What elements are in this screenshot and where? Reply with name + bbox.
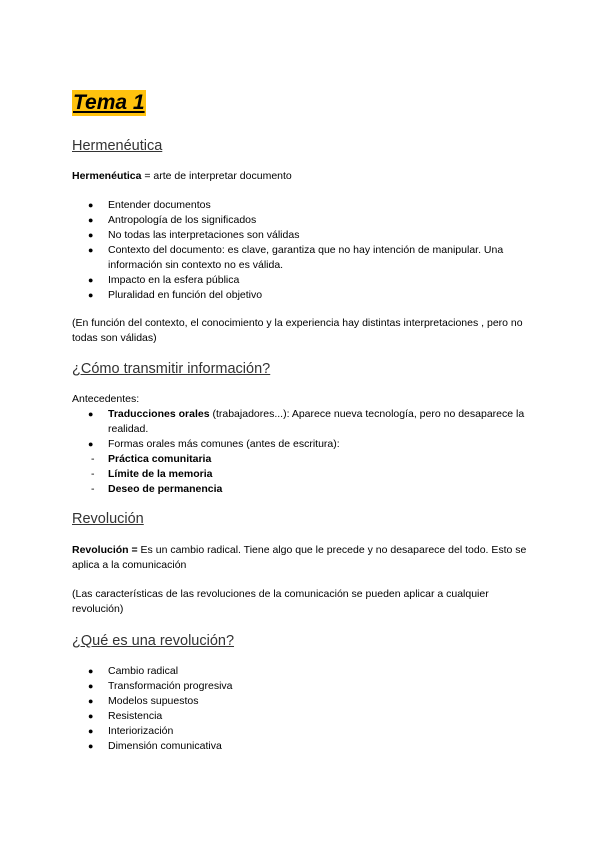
bullet-icon: ● <box>88 230 94 240</box>
list-item: ● Resistencia <box>88 710 163 722</box>
bullet-icon: ● <box>88 696 94 706</box>
heading-transmitir: ¿Cómo transmitir información? <box>72 361 271 377</box>
list-item: ● Pluralidad en función del objetivo <box>88 289 263 301</box>
bullet-icon: ● <box>88 741 94 751</box>
antecedentes-label: Antecedentes: <box>72 393 140 405</box>
bullet-icon: ● <box>88 711 94 721</box>
bullet-icon: ● <box>88 215 94 225</box>
note-hermeneutica: (En función del contexto, el conocimiento y la experiencia hay distintas interpretaciones , pero no todas son válidas) <box>72 317 523 344</box>
list-item: ● Cambio radical <box>88 665 179 677</box>
definition-text: Es un cambio radical. Tiene algo que le precede y no desaparece del todo. Esto se aplica a la comunicación <box>72 544 527 571</box>
bullet-icon: ● <box>88 681 94 691</box>
note-revolucion: (Las características de las revoluciones de la comunicación se pueden aplicar a cualquier revolución) <box>72 588 489 615</box>
list-item: - Deseo de permanencia <box>91 483 223 495</box>
bullet-icon: ● <box>88 439 94 449</box>
heading-revolucion: Revolución <box>72 511 144 527</box>
dash-icon: - <box>91 483 95 495</box>
heading-hermeneutica: Hermenéutica <box>72 138 163 154</box>
definition-term: Hermenéutica <box>72 170 142 182</box>
definition-term: Revolución = <box>72 544 138 556</box>
hermeneutica-list <box>72 198 542 303</box>
heading-que-es-revolucion: ¿Qué es una revolución? <box>72 633 235 649</box>
bullet-icon: ● <box>88 200 94 210</box>
list-item: ● Antropología de los significados <box>88 214 257 226</box>
list-item: - Práctica comunitaria <box>91 453 212 465</box>
definition-text: = arte de interpretar documento <box>141 170 292 182</box>
antecedentes-list <box>72 407 542 497</box>
definition-hermeneutica <box>72 169 542 184</box>
page-title: Tema 1 <box>73 91 145 114</box>
list-item: ● Interiorización <box>88 725 174 737</box>
bullet-icon: ● <box>88 409 94 419</box>
dash-icon: - <box>91 468 95 480</box>
bullet-icon: ● <box>88 290 94 300</box>
list-item: ● Modelos supuestos <box>88 695 199 707</box>
list-item: ● Dimensión comunicativa <box>88 740 222 752</box>
list-item: - Límite de la memoria <box>91 468 213 480</box>
list-item: ● Transformación progresiva <box>88 680 233 692</box>
list-item: ● No todas las interpretaciones son válidas <box>88 229 300 241</box>
list-item: ● Impacto en la esfera pública <box>88 274 240 286</box>
revolucion-list <box>72 664 542 754</box>
list-item: ● Entender documentos <box>88 199 211 211</box>
definition-revolucion <box>72 543 542 573</box>
list-item: ● Contexto del documento: es clave, garantiza que no hay intención de manipular. Una información sin contexto no es válida. <box>88 244 504 271</box>
bullet-icon: ● <box>88 275 94 285</box>
bullet-icon: ● <box>88 666 94 676</box>
list-item: ● Traducciones orales (trabajadores...): Aparece nueva tecnología, pero no desaparece la realidad. <box>88 408 525 435</box>
dash-icon: - <box>91 453 95 465</box>
list-item: ● Formas orales más comunes (antes de escritura): <box>88 438 340 450</box>
bullet-icon: ● <box>88 245 94 255</box>
bullet-icon: ● <box>88 726 94 736</box>
